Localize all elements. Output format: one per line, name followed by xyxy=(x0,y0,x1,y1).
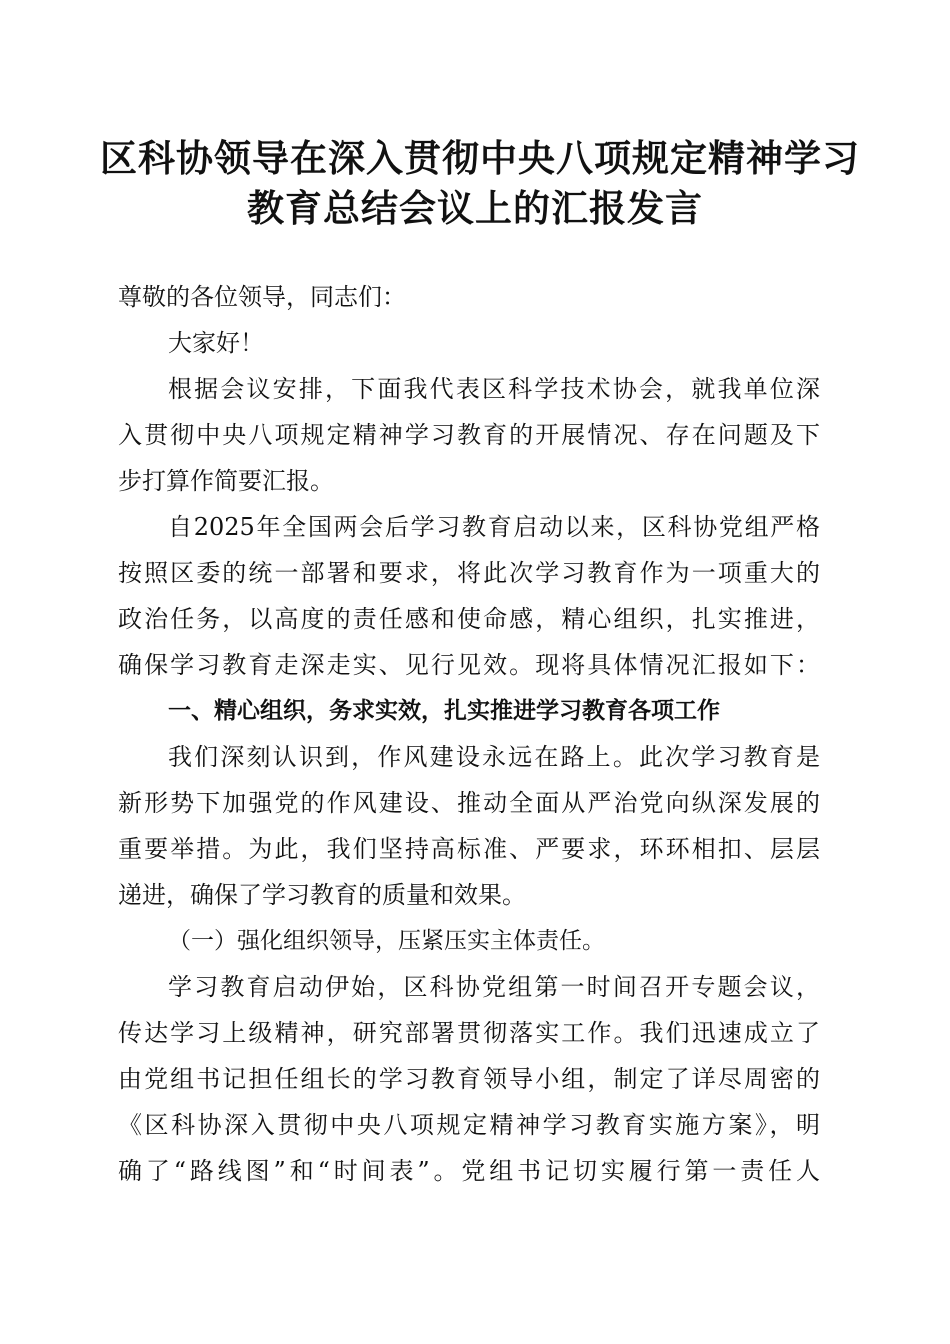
paragraph-4-line-4: 《区科协深入贯彻中央八项规定精神学习教育实施方案》，明 xyxy=(118,1111,820,1139)
section-heading-1: 一、精心组织，务求实效，扎实推进学习教育各项工作 xyxy=(168,698,720,724)
paragraph-3-line-4: 递进，确保了学习教育的质量和效果。 xyxy=(118,881,526,909)
paragraph-2-line-3: 政治任务，以高度的责任感和使命感，精心组织，扎实推进， xyxy=(118,605,820,633)
paragraph-4-line-3: 由党组书记担任组长的学习教育领导小组，制定了详尽周密的 xyxy=(118,1065,820,1093)
paragraph-1-line-3: 步打算作简要汇报。 xyxy=(118,467,334,495)
paragraph-4-line-5: 确了“路线图”和“时间表”。党组书记切实履行第一责任人 xyxy=(118,1157,820,1185)
greeting: 大家好！ xyxy=(168,329,264,357)
paragraph-2-line-1: 自2025年全国两会后学习教育启动以来，区科协党组严格 xyxy=(168,513,820,541)
salutation: 尊敬的各位领导，同志们： xyxy=(118,283,406,311)
paragraph-3-line-2: 新形势下加强党的作风建设、推动全面从严治党向纵深发展的 xyxy=(118,789,820,817)
section-heading-1-1: （一）强化组织领导，压紧压实主体责任。 xyxy=(168,928,605,954)
paragraph-2-line-2: 按照区委的统一部署和要求，将此次学习教育作为一项重大的 xyxy=(118,559,820,587)
paragraph-3-line-3: 重要举措。为此，我们坚持高标准、严要求，环环相扣、层层 xyxy=(118,835,820,863)
paragraph-1-line-2: 入贯彻中央八项规定精神学习教育的开展情况、存在问题及下 xyxy=(118,421,820,449)
document-title-line-2: 教育总结会议上的汇报发言 xyxy=(247,186,703,230)
document-title-line-1: 区科协领导在深入贯彻中央八项规定精神学习 xyxy=(100,136,860,180)
paragraph-4-line-1: 学习教育启动伊始，区科协党组第一时间召开专题会议， xyxy=(168,973,820,1001)
paragraph-3-line-1: 我们深刻认识到，作风建设永远在路上。此次学习教育是 xyxy=(168,743,820,771)
paragraph-2-line-4: 确保学习教育走深走实、见行见效。现将具体情况汇报如下： xyxy=(118,651,820,679)
paragraph-4-line-2: 传达学习上级精神，研究部署贯彻落实工作。我们迅速成立了 xyxy=(118,1019,820,1047)
paragraph-1-line-1: 根据会议安排，下面我代表区科学技术协会，就我单位深 xyxy=(168,375,820,403)
